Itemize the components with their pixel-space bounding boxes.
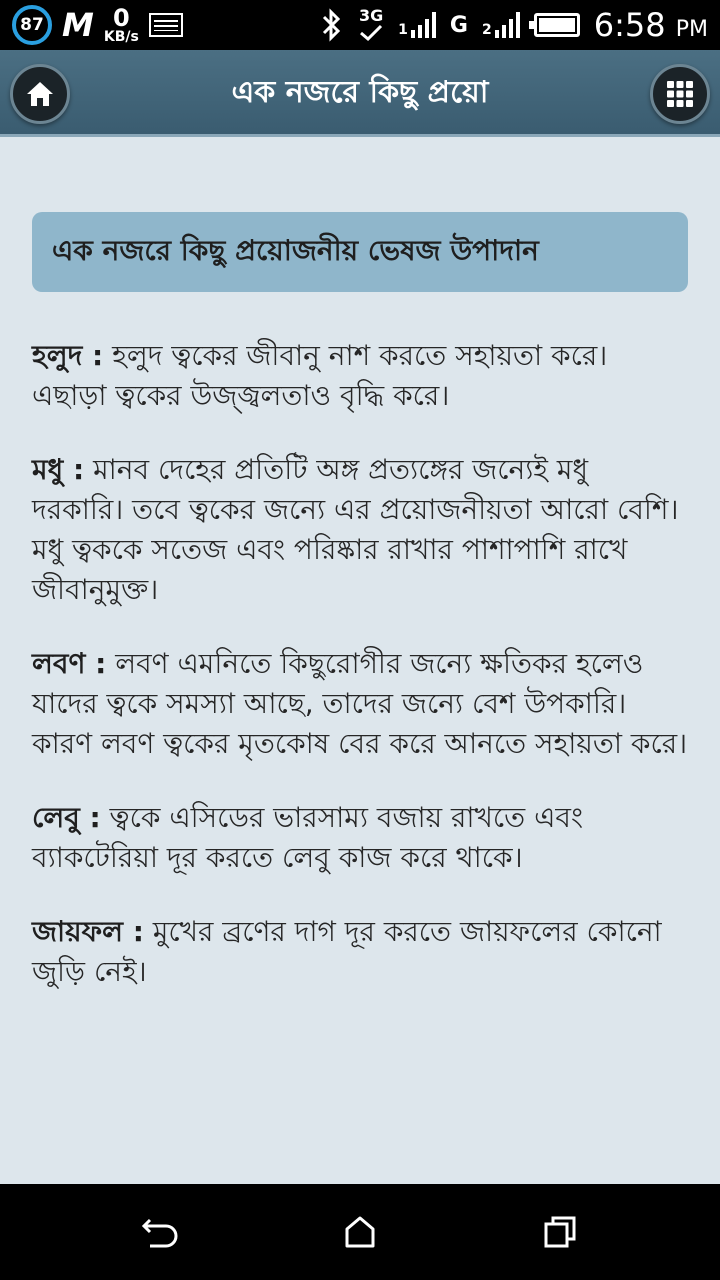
signal-sim1: 1 [398,12,436,38]
content-area[interactable] [0,140,720,1184]
back-icon [140,1214,180,1250]
entry-term: হলুদ : [32,339,104,372]
home-button[interactable] [10,64,70,124]
clock-ampm: PM [675,17,708,42]
entry-term: লবণ : [32,647,107,680]
battery-percent-badge [12,5,52,45]
sim2-label: 2 [481,22,492,38]
network-g-label: G [449,12,468,38]
recents-button[interactable] [530,1202,590,1262]
recents-icon [543,1215,577,1249]
check-icon [358,24,384,42]
entry-term: জায়ফল : [32,915,144,948]
back-button[interactable] [130,1202,190,1262]
battery-icon [534,13,580,37]
image-notification-icon [149,13,183,37]
entry-text: লবণ এমনিতে কিছুরোগীর জন্যে ক্ষতিকর হলেও যাদের ত্বকে সমস্যা আছে, তাদের জন্যে বেশ উপকারি। কারণ লবণ ত্বকের মৃতকোষ বের করে আনতে সহায়তা করে। [32,647,688,760]
entry-text: হলুদ ত্বকের জীবানু নাশ করতে সহায়তা করে। এছাড়া ত্বকের উজ্জ্বলতাও বৃদ্ধি করে। [32,339,608,412]
signal-bars-2-icon [495,12,520,38]
m-logo-icon: M [62,6,94,44]
entry-text: ত্বকে এসিডের ভারসাম্য বজায় রাখতে এবং ব্যাকটেরিয়া দূর করতে লেবু কাজ করে থাকে। [32,801,584,874]
section-title-box [32,212,688,292]
signal-sim2 [482,12,520,38]
net-speed-value: 0 [112,4,130,32]
net-speed-unit: KB/s [103,29,139,45]
grid-icon [665,79,695,109]
bluetooth-icon [318,7,344,43]
entry-honey [32,450,688,610]
clock-time: 6:58 [593,6,666,44]
network-3g-label: 3G [359,6,384,25]
entry-text: মুখের ব্রণের দাগ দূর করতে জায়ফলের কোনো জুড়ি নেই। [32,915,662,988]
status-bar [0,0,720,50]
nav-home-button[interactable] [330,1202,390,1262]
page-title: এক নজরে কিছু প্রয়ো [231,75,489,110]
signal-bars-1-icon [411,12,436,38]
clock [594,6,708,44]
entry-term: মধু : [32,453,85,486]
nav-home-icon [343,1215,377,1249]
section-title: এক নজরে কিছু প্রয়োজনীয় ভেষজ উপাদান [52,233,539,267]
entry-term: লেবু : [32,801,101,834]
entry-text: মানব দেহের প্রতিটি অঙ্গ প্রত্যঙ্গের জন্যেই মধু দরকারি। তবে ত্বকের জন্যে এর প্রয়োজনীয়তা আরো বেশি। মধু ত্বককে সতেজ এবং পরিষ্কার রাখার পাশাপাশি রাখে জীবানুমুক্ত। [32,453,679,606]
net-speed [104,6,139,44]
system-nav-bar [0,1184,720,1280]
entry-salt [32,644,688,764]
entry-nutmeg [32,912,688,992]
menu-button[interactable] [650,64,710,124]
entry-turmeric [32,336,688,416]
entry-list [32,336,688,1026]
entry-lemon [32,798,688,878]
network-3g [358,8,384,42]
home-icon [25,79,55,109]
battery-percent-text: 87 [20,15,44,35]
app-header [0,50,720,137]
